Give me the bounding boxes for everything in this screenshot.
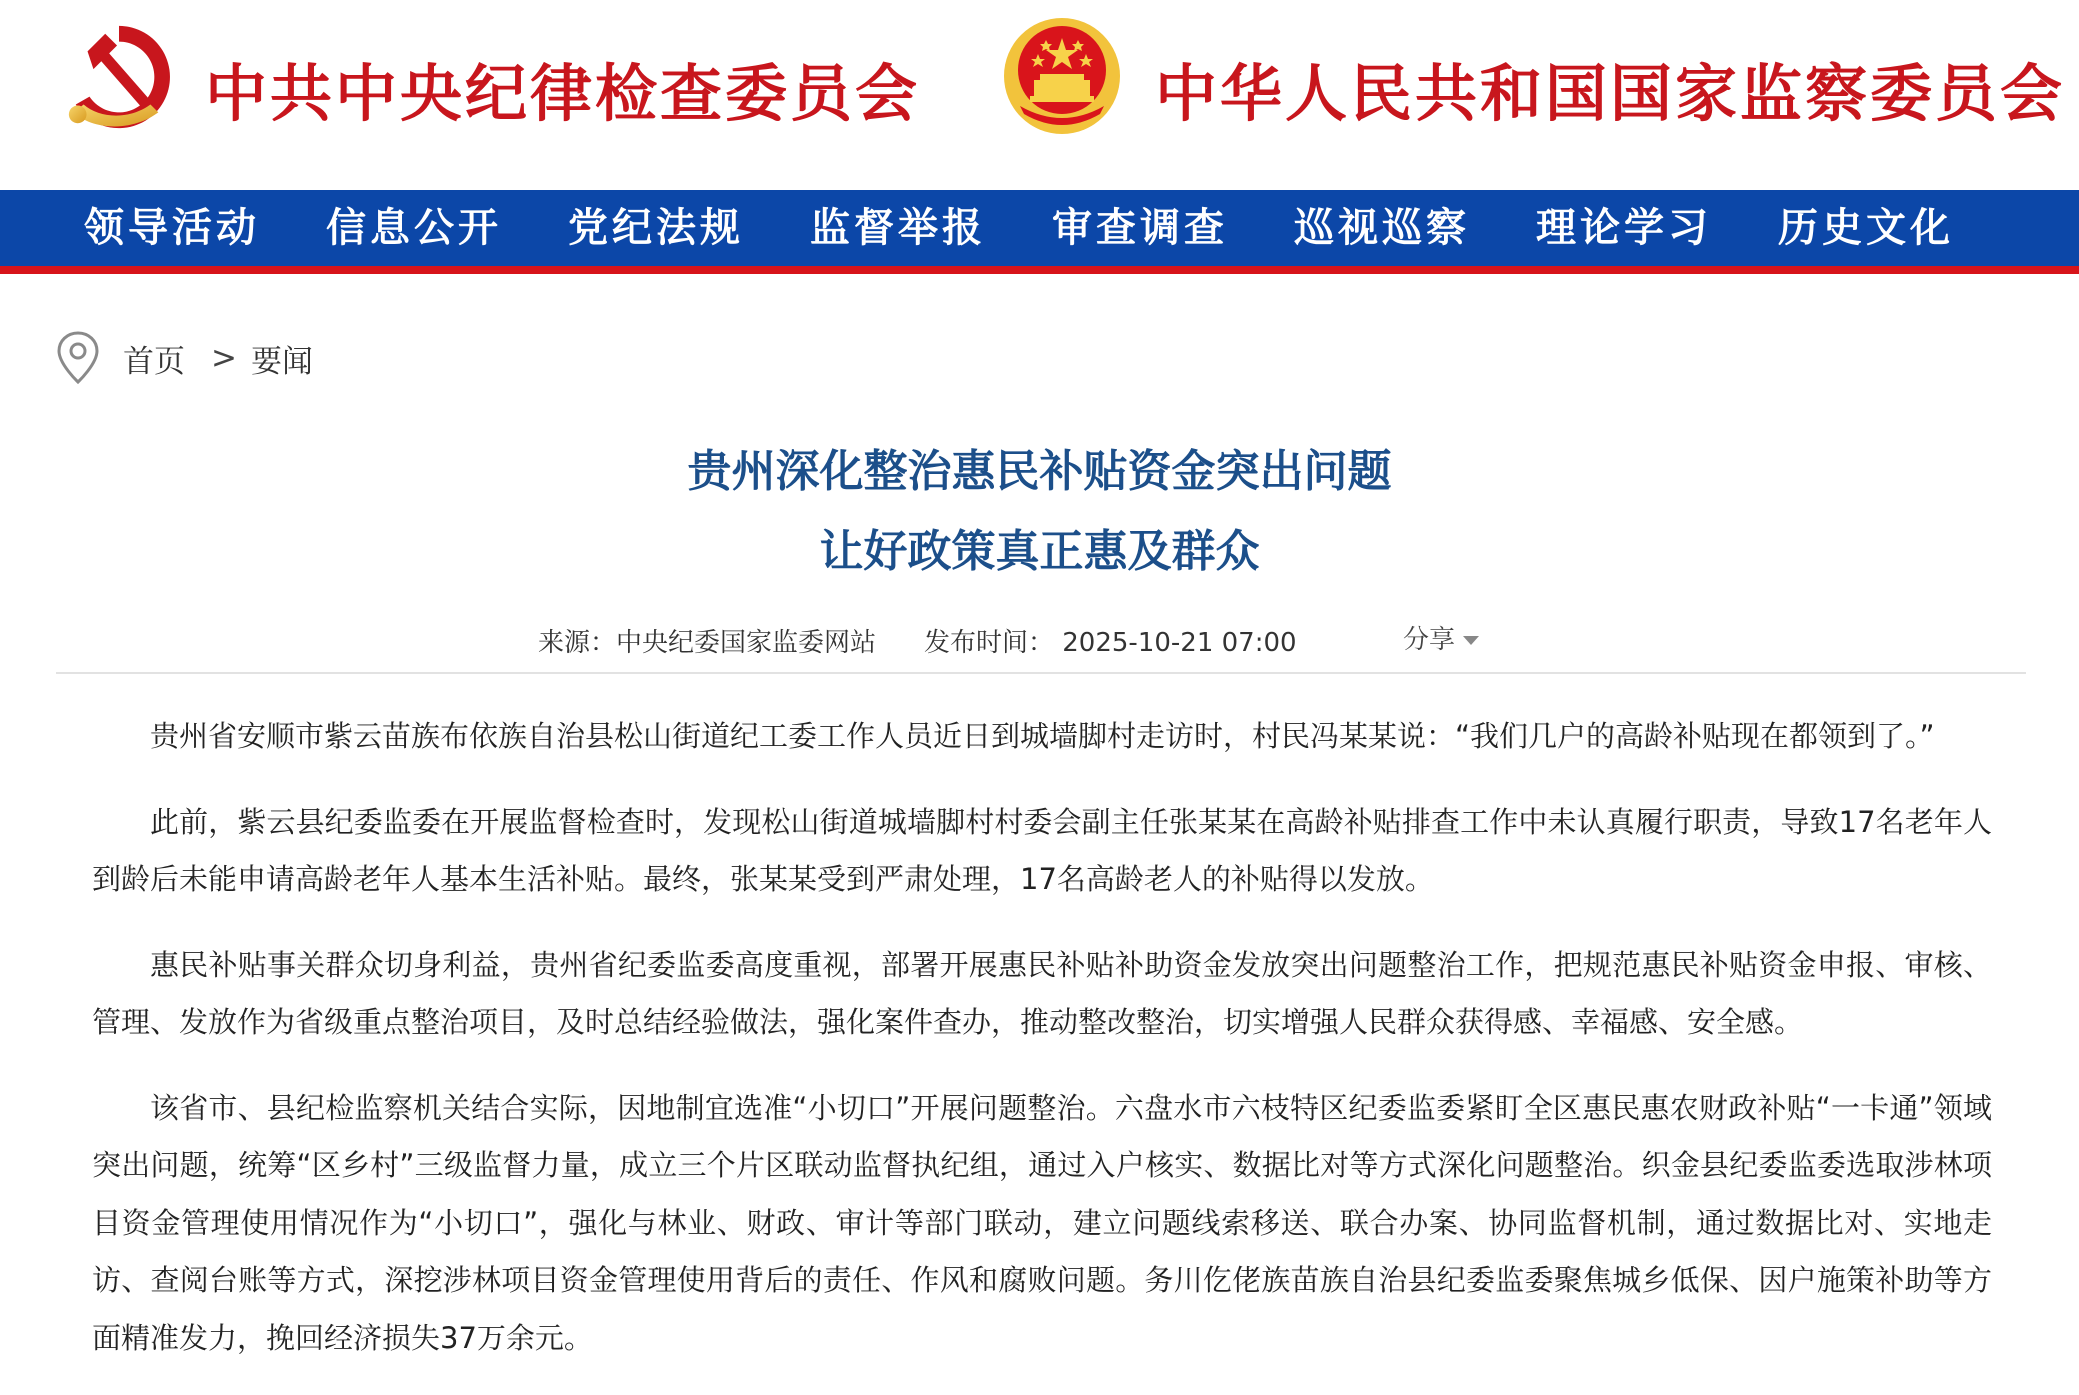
nav-item-regulations[interactable]: 党纪法规: [568, 204, 744, 251]
site-header: [0, 0, 2079, 190]
article-paragraph: 惠民补贴事关群众切身利益，贵州省纪委监委高度重视，部署开展惠民补贴补助资金发放突出问题整治工作，把规范惠民补贴资金申报、审核、管理、发放作为省级重点整治项目，及时总结经验做法，强化案件查办，推动整改整治，切实增强人民群众获得感、幸福感、安全感。: [92, 947, 1992, 1039]
nav-item-history[interactable]: 历史文化: [1778, 204, 1954, 251]
nav-item-theory[interactable]: 理论学习: [1536, 204, 1712, 251]
share-dropdown[interactable]: [1403, 619, 1479, 656]
national-emblem-icon[interactable]: [1000, 14, 1124, 138]
article-title: [0, 432, 2079, 592]
ccdi-title[interactable]: 中共中央纪律检查委员会: [205, 57, 921, 130]
article-title-line2: 让好政策真正惠及群众: [819, 526, 1260, 577]
nav-item-inspection[interactable]: 巡视巡察: [1294, 204, 1470, 251]
article-title-line1: 贵州深化整治惠民补贴资金突出问题: [687, 446, 1392, 497]
main-nav: [0, 190, 2079, 274]
nav-item-investigation[interactable]: 审查调查: [1052, 204, 1228, 251]
share-label: 分享: [1403, 625, 1456, 655]
article-publish-time: 发布时间： 2025-10-21 07:00: [924, 628, 1297, 658]
article-meta: [0, 616, 2079, 660]
nav-item-information[interactable]: 信息公开: [326, 204, 502, 251]
article-paragraph: 该省市、县纪检监察机关结合实际，因地制宜选准“小切口”开展问题整治。六盘水市六枝特区纪委监委紧盯全区惠民惠农财政补贴“一卡通”领域突出问题，统筹“区乡村”三级监督力量，成立三个片区联动监督执纪组，通过入户核实、数据比对等方式深化问题整治。织金县纪委监委选取涉林项目资金管理使用情况作为“小切口”，强化与林业、财政、审计等部门联动，建立问题线索移送、联合办案、协同监督机制，通过数据比对、实地走访、查阅台账等方式，深挖涉林项目资金管理使用背后的责任、作风和腐败问题。务川仡佬族苗族自治县纪委监委聚焦城乡低保、因户施策补助等方面精准发力，挽回经济损失37万余元。: [92, 1090, 1992, 1355]
breadcrumb: [55, 330, 313, 386]
article-source: 来源：中央纪委国家监委网站: [538, 628, 877, 658]
meta-divider: [56, 672, 2026, 674]
breadcrumb-current-link[interactable]: 要闻: [250, 343, 313, 380]
location-pin-icon: [55, 330, 101, 386]
breadcrumb-home-link[interactable]: 首页: [123, 343, 185, 380]
article-paragraph: 贵州省安顺市紫云苗族布依族自治县松山街道纪工委工作人员近日到城墙脚村走访时，村民冯某某说：“我们几户的高龄补贴现在都领到了。”: [150, 719, 1935, 753]
nav-item-supervision[interactable]: 监督举报: [810, 204, 986, 251]
article-body: [92, 708, 1992, 1395]
nav-item-leadership[interactable]: 领导活动: [84, 204, 260, 251]
breadcrumb-separator: >: [211, 340, 237, 376]
nsc-title[interactable]: 中华人民共和国国家监察委员会: [1155, 57, 2066, 130]
article-paragraph: 此前，紫云县纪委监委在开展监督检查时，发现松山街道城墙脚村村委会副主任张某某在高龄补贴排查工作中未认真履行职责，导致17名老年人到龄后未能申请高龄老年人基本生活补贴。最终，张某某受到严肃处理，17名高龄老人的补贴得以发放。: [92, 804, 1992, 896]
hammer-sickle-icon[interactable]: [60, 18, 178, 136]
caret-down-icon: [1463, 636, 1479, 645]
